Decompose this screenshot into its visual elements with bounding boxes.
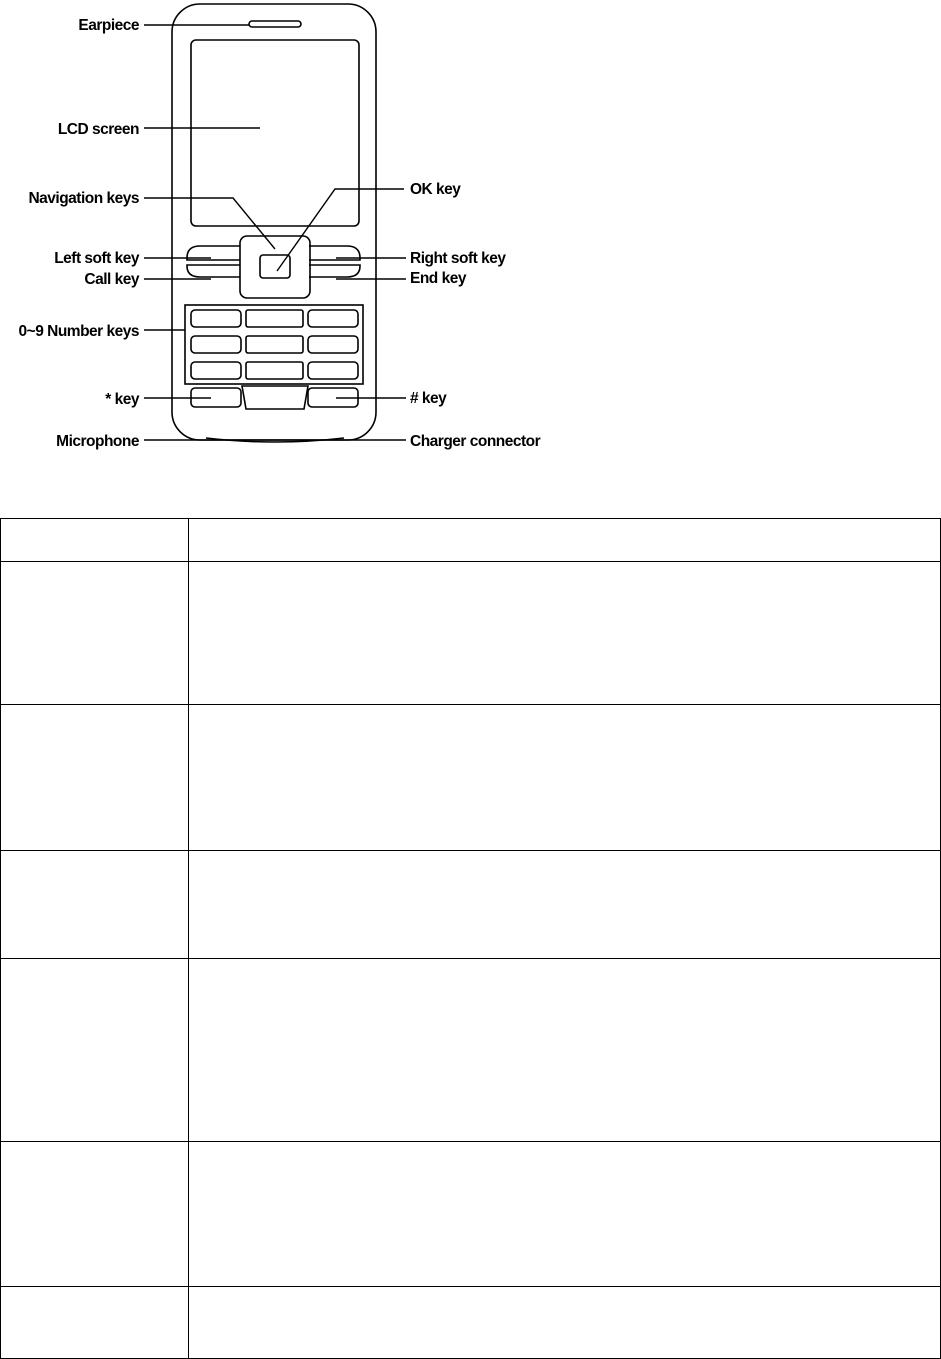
call-key [187,265,240,277]
number-key [308,336,358,353]
table-row [1,519,941,562]
table-row [1,562,941,705]
table-row [1,959,941,1142]
number-key [308,310,358,327]
label-hash-key: # key [410,390,447,407]
label-navigation-keys: Navigation keys [28,190,139,207]
table-cell-label [1,562,189,705]
navigation-pad [240,236,310,298]
table-cell-description [189,851,941,959]
label-right-soft-key: Right soft key [410,250,506,267]
label-lcd-screen: LCD screen [57,121,139,138]
table-cell-description [189,705,941,851]
label-left-soft-key: Left soft key [54,250,139,267]
table-row [1,1287,941,1359]
table-cell-label [1,959,189,1142]
table-cell-label [1,519,189,562]
earpiece-slot [249,21,301,27]
label-earpiece: Earpiece [78,17,139,34]
table-cell-description [189,562,941,705]
zero-key [242,386,308,409]
table-row [1,705,941,851]
table-cell-description [189,519,941,562]
number-key [191,362,241,379]
table-cell-description [189,959,941,1142]
table-cell-label [1,1142,189,1287]
label-number-keys: 0~9 Number keys [18,323,139,340]
number-keys [191,310,358,379]
table-cell-label [1,851,189,959]
number-key [191,310,241,327]
phone-keypad-diagram [0,0,941,518]
label-microphone: Microphone [56,433,139,450]
label-ok-key: OK key [410,181,461,198]
key-description-table [0,518,941,1359]
label-charger-connector: Charger connector [410,433,541,450]
label-star-key: * key [105,391,139,408]
table-row [1,851,941,959]
table-cell-description [189,1142,941,1287]
number-keypad-frame [185,305,363,384]
label-end-key: End key [410,270,466,287]
table-cell-label [1,705,189,851]
number-key [246,362,303,379]
number-key [246,310,303,327]
number-key [191,336,241,353]
number-key [246,336,303,353]
end-key [309,265,360,277]
table-cell-label [1,1287,189,1359]
leader-lines [144,25,406,440]
label-call-key: Call key [84,271,139,288]
phone-body [172,4,376,440]
number-key [308,362,358,379]
table-cell-description [189,1287,941,1359]
table-row [1,1142,941,1287]
